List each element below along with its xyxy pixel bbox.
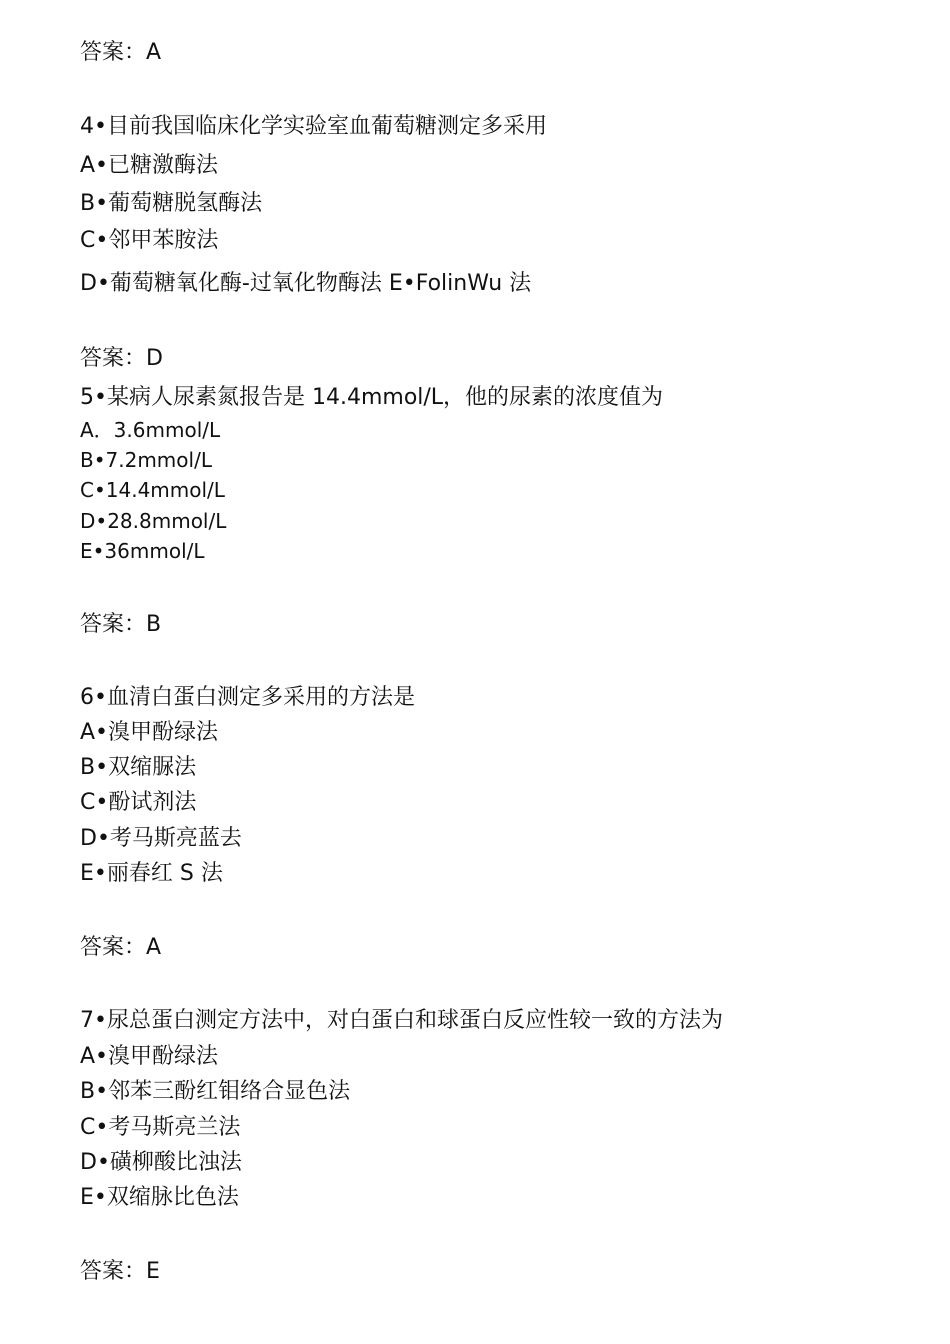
- q4-answer: 答案：D: [80, 346, 163, 371]
- question-6: 6•血清白蛋白测定多采用的方法是: [80, 685, 415, 710]
- q6-option-a: A•溴甲酚绿法: [80, 720, 219, 745]
- answer-line: 答案：A: [80, 40, 162, 65]
- q6-option-c: C•酚试剂法: [80, 790, 197, 815]
- question-4: 4•目前我国临床化学实验室血葡萄糖测定多采用: [80, 114, 547, 139]
- q6-option-d: D•考马斯亮蓝去: [80, 826, 242, 851]
- q4-option-c: C•邻甲苯胺法: [80, 228, 219, 253]
- q4-option-b: B•葡萄糖脱氢酶法: [80, 191, 263, 216]
- q7-option-d: D•磺柳酸比浊法: [80, 1150, 242, 1175]
- q5-answer: 答案：B: [80, 612, 162, 637]
- q5-option-a: A．3.6mmol/L: [80, 418, 221, 442]
- q6-answer: 答案：A: [80, 935, 162, 960]
- q4-option-a: A•已糖激酶法: [80, 153, 219, 178]
- q7-answer: 答案：E: [80, 1259, 160, 1284]
- q6-option-b: B•双缩脲法: [80, 755, 197, 780]
- q7-option-b: B•邻苯三酚红钼络合显色法: [80, 1079, 351, 1104]
- question-5: 5•某病人尿素氮报告是 14.4mmol/L，他的尿素的浓度值为: [80, 385, 664, 410]
- q5-option-e: E•36mmol/L: [80, 539, 205, 563]
- q5-option-d: D•28.8mmol/L: [80, 509, 227, 533]
- question-7: 7•尿总蛋白测定方法中，对白蛋白和球蛋白反应性较一致的方法为: [80, 1008, 723, 1033]
- q7-option-c: C•考马斯亮兰法: [80, 1115, 241, 1140]
- q7-option-a: A•溴甲酚绿法: [80, 1044, 219, 1069]
- q7-option-e: E•双缩脉比色法: [80, 1185, 239, 1210]
- q5-option-c: C•14.4mmol/L: [80, 478, 225, 502]
- q5-option-b: B•7.2mmol/L: [80, 448, 212, 472]
- q4-option-d-e: D•葡萄糖氧化酶-过氧化物酶法 E•FolinWu 法: [80, 271, 532, 296]
- q6-option-e: E•丽春红 S 法: [80, 861, 223, 886]
